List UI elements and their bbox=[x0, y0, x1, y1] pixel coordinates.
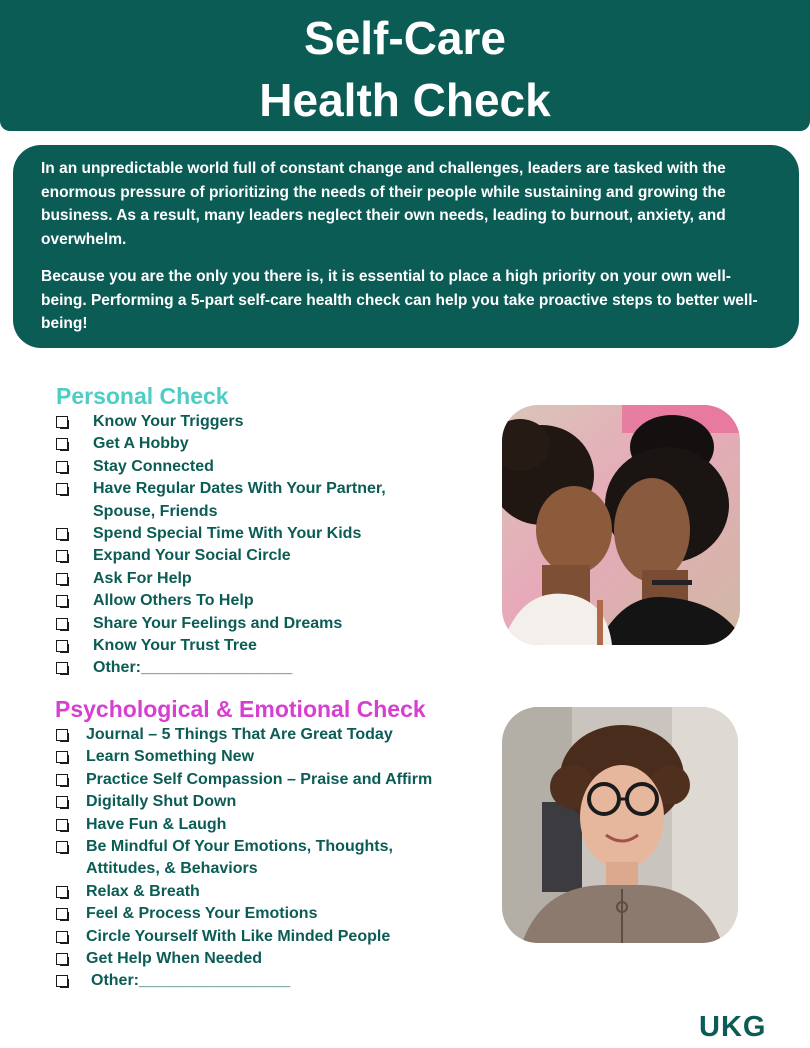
psych-check-title: Psychological & Emotional Check bbox=[55, 696, 426, 722]
checkbox-icon[interactable] bbox=[56, 618, 68, 630]
woman-glasses-illustration bbox=[502, 707, 738, 943]
intro-paragraph-2: Because you are the only you there is, it is essential to place a high priority on your own well-being. Performing a 5-part self-care health check can help you take proactive steps to better well-being! bbox=[41, 268, 758, 332]
checkbox-icon[interactable] bbox=[56, 886, 68, 898]
intro-paragraph-1: In an unpredictable world full of constant change and challenges, leaders are tasked with the enormous pressure of prioritizing the needs of their people while sustaining and growing the business. As a result, many leaders neglect their own needs, leading to burnout, anxiety, and overwhelm. bbox=[41, 160, 726, 248]
checkbox-icon[interactable] bbox=[56, 438, 68, 450]
checkbox-icon[interactable] bbox=[56, 416, 68, 428]
checkbox-icon[interactable] bbox=[56, 595, 68, 607]
checkbox-icon[interactable] bbox=[56, 774, 68, 786]
page-title-line1: Self-Care bbox=[304, 12, 506, 64]
header-banner bbox=[0, 0, 810, 131]
checkbox-icon[interactable] bbox=[56, 841, 68, 853]
checkbox-icon[interactable] bbox=[56, 573, 68, 585]
page-title-line2: Health Check bbox=[259, 74, 551, 126]
checkbox-icon[interactable] bbox=[56, 729, 68, 741]
checkbox-icon[interactable] bbox=[56, 796, 68, 808]
checkbox-icon[interactable] bbox=[56, 931, 68, 943]
checkbox-icon[interactable] bbox=[56, 528, 68, 540]
checkbox-icon[interactable] bbox=[56, 953, 68, 965]
checkbox-icon[interactable] bbox=[56, 640, 68, 652]
mother-daughter-illustration bbox=[502, 405, 740, 645]
checkbox-icon[interactable] bbox=[56, 550, 68, 562]
woman-glasses-photo bbox=[502, 707, 738, 943]
checkbox-icon[interactable] bbox=[56, 819, 68, 831]
checkbox-icon[interactable] bbox=[56, 662, 68, 674]
checkbox-icon[interactable] bbox=[56, 908, 68, 920]
checkbox-icon[interactable] bbox=[56, 461, 68, 473]
intro-box bbox=[13, 145, 799, 348]
checkbox-icon[interactable] bbox=[56, 975, 68, 987]
mother-daughter-photo bbox=[502, 405, 740, 645]
ukg-logo: UKG bbox=[699, 1011, 767, 1043]
checkbox-icon[interactable] bbox=[56, 483, 68, 495]
personal-check-title: Personal Check bbox=[56, 383, 229, 409]
checkbox-icon[interactable] bbox=[56, 751, 68, 763]
